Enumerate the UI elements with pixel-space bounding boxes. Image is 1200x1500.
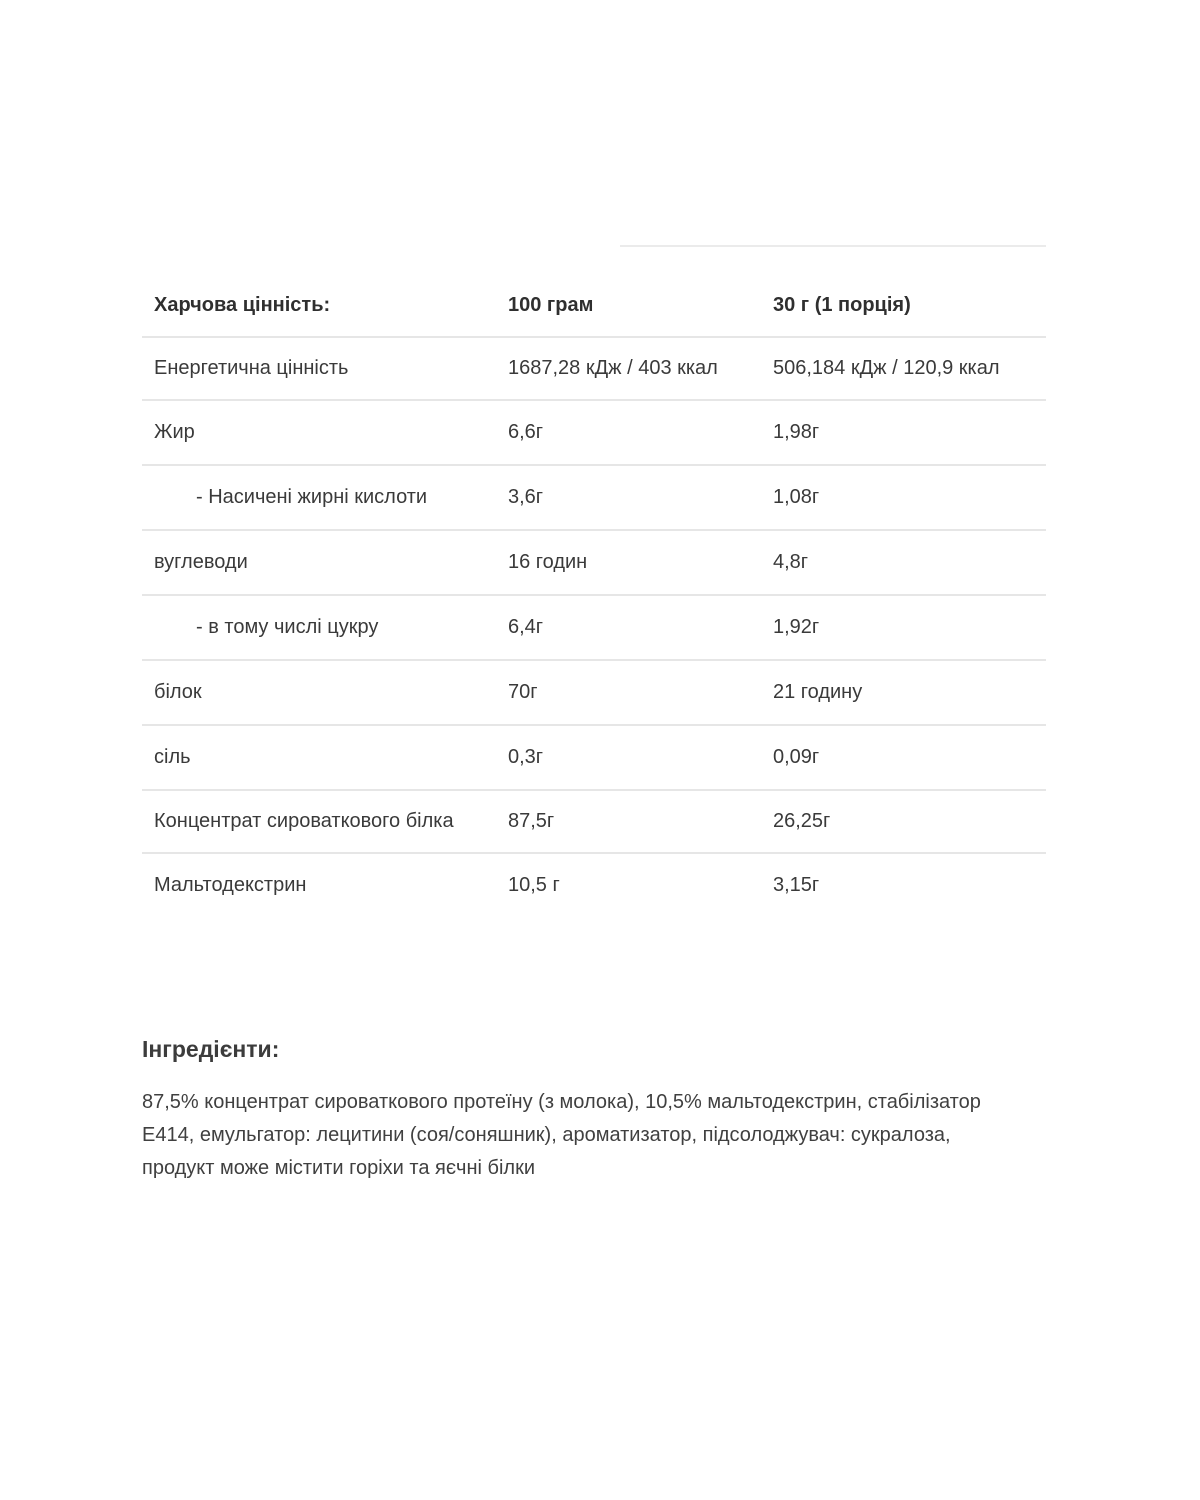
table-row (142, 337, 1046, 400)
ingredients-heading: Інгредієнти: (142, 1036, 280, 1062)
nutrient-name: сіль (142, 725, 496, 790)
nutrient-name: Енергетична цінність (142, 337, 496, 400)
value-per-serving: 21 годину (761, 660, 1046, 725)
value-per-100g: 6,6г (496, 400, 761, 465)
header-per-100g: 100 грам (496, 275, 761, 337)
value-per-100g: 16 годин (496, 530, 761, 595)
value-per-100g: 87,5г (496, 790, 761, 853)
header-per-serving: 30 г (1 порція) (761, 275, 1046, 337)
value-per-100g: 6,4г (496, 595, 761, 660)
value-per-100g: 3,6г (496, 465, 761, 530)
value-per-100g: 1687,28 кДж / 403 ккал (496, 337, 761, 400)
value-per-serving: 3,15г (773, 874, 820, 896)
table-row (142, 725, 1046, 790)
table-row (142, 400, 1046, 465)
nutrient-name: Жир (142, 400, 496, 465)
header-nutrition-value: Харчова цінність: (142, 275, 496, 337)
nutrient-name: - в тому числі цукру (142, 595, 496, 660)
value-per-100g: 10,5 г (508, 874, 560, 896)
value-per-serving: 1,98г (761, 400, 1046, 465)
value-per-serving: 4,8г (761, 530, 1046, 595)
nutrition-table (142, 275, 1046, 917)
table-row (142, 465, 1046, 530)
nutrient-name: Мальтодекстрин (154, 874, 307, 896)
table-row (142, 660, 1046, 725)
table-row (142, 530, 1046, 595)
table-row (142, 790, 1046, 853)
value-per-serving: 506,184 кДж / 120,9 ккал (761, 337, 1046, 400)
value-per-serving: 0,09г (761, 725, 1046, 790)
table-row (142, 853, 1046, 917)
value-per-serving: 1,92г (761, 595, 1046, 660)
nutrient-name: білок (142, 660, 496, 725)
nutrient-name: - Насичені жирні кислоти (142, 465, 496, 530)
value-per-100g: 0,3г (496, 725, 761, 790)
value-per-serving: 26,25г (761, 790, 1046, 853)
value-per-100g: 70г (496, 660, 761, 725)
table-header-row (142, 275, 1046, 337)
nutrient-name: Концентрат сироваткового білка (142, 790, 496, 853)
value-per-serving: 1,08г (761, 465, 1046, 530)
ingredients-text: 87,5% концентрат сироваткового протеїну (з молока), 10,5% мальтодекстрин, стабілізатор E414, емульгатор: лецитини (соя/соняшник), ароматизатор, підсолоджувач: сукралоза, продукт може містити горіхи та яєчні білки (142, 1091, 981, 1179)
top-divider (620, 245, 1046, 247)
nutrient-name: вуглеводи (142, 530, 496, 595)
table-row (142, 595, 1046, 660)
